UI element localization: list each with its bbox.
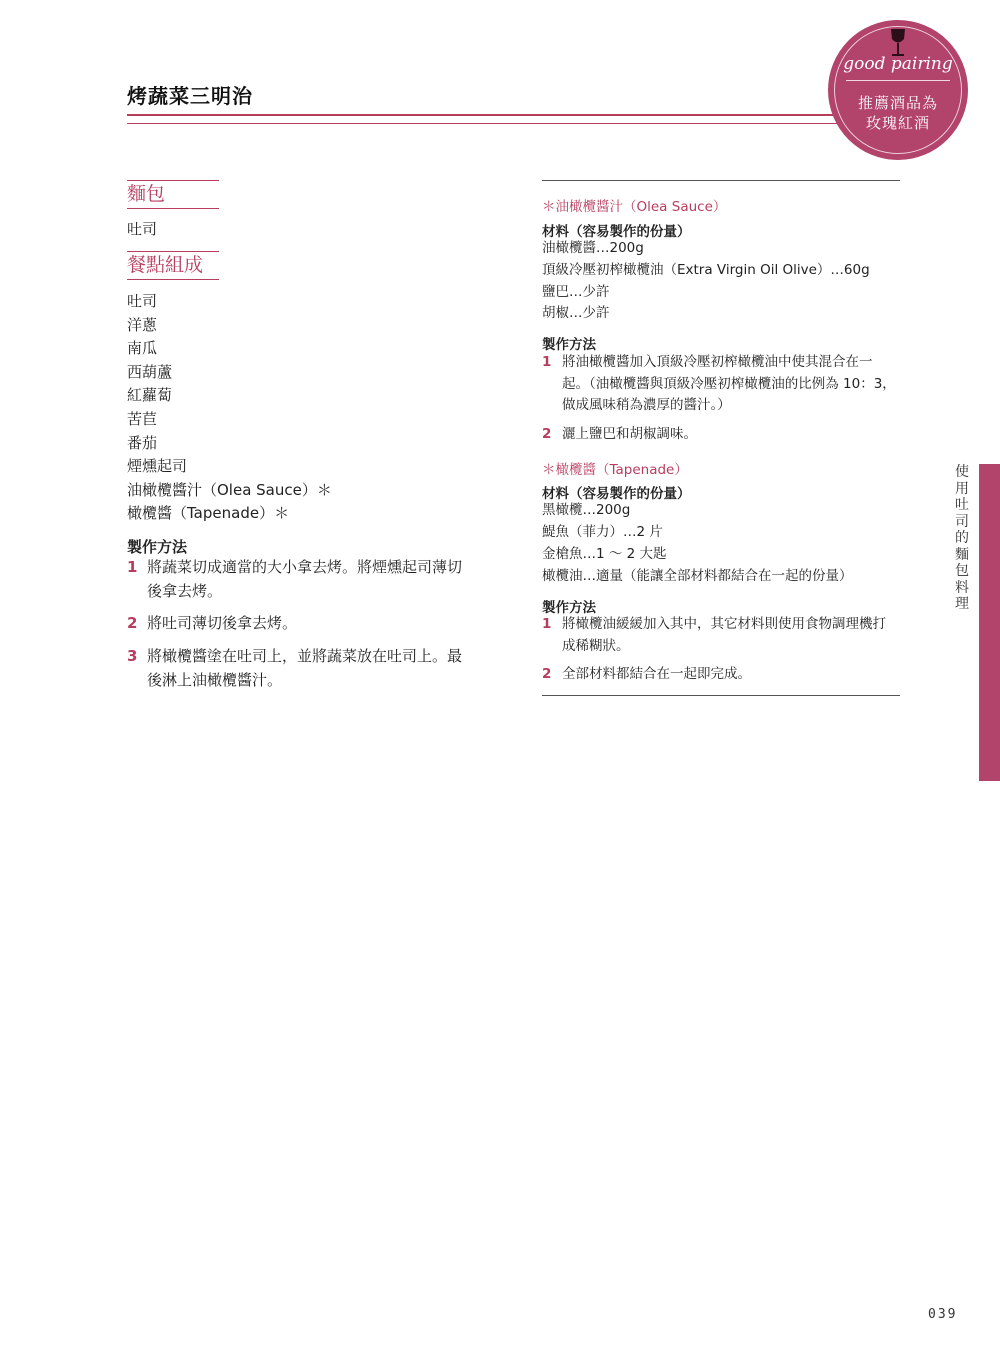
list-item: 洋蔥 — [127, 315, 158, 334]
olea-materials-label: 材料（容易製作的份量） — [542, 224, 691, 240]
list-item: 苦苣 — [127, 409, 158, 428]
olea-heading: ＊油橄欖醬汁（Olea Sauce） — [542, 199, 727, 215]
right-top-rule — [542, 180, 900, 181]
badge-divider — [846, 80, 950, 81]
step-number: 2 — [127, 614, 138, 632]
list-item: 油橄欖醬…200g — [542, 240, 644, 256]
wine-pairing-badge — [828, 20, 968, 160]
step-text: 將吐司薄切後拿去烤。 — [147, 614, 298, 632]
list-item: 煙燻起司 — [127, 457, 188, 476]
step-text: 做成風味稍為濃厚的醬汁。） — [562, 397, 731, 413]
step-number: 3 — [127, 647, 138, 665]
step-text: 後淋上油橄欖醬汁。 — [147, 670, 283, 689]
chapter-tab — [979, 464, 1000, 781]
list-item: 油橄欖醬汁（Olea Sauce）＊ — [127, 480, 332, 499]
badge-line-1: 推薦酒品為 — [857, 94, 938, 112]
method-heading: 製作方法 — [127, 538, 188, 556]
list-item: 紅蘿蔔 — [127, 386, 173, 405]
components-list — [127, 290, 332, 526]
step-text: 將蔬菜切成適當的大小拿去烤。將煙燻起司薄切 — [147, 558, 463, 576]
right-bottom-rule — [542, 695, 900, 696]
list-item: 南瓜 — [127, 339, 158, 358]
list-item: 胡椒…少許 — [542, 305, 610, 321]
step-text: 將油橄欖醬加入頂級冷壓初榨橄欖油中使其混合在一 — [562, 354, 873, 370]
list-item: 鯷魚（菲力）…2 片 — [542, 524, 663, 540]
step-number: 2 — [542, 666, 552, 682]
step-text: 將橄欖油緩緩加入其中，其它材料則使用食物調理機打 — [562, 616, 886, 632]
title-rule — [127, 114, 847, 116]
list-item: 鹽巴…少許 — [542, 284, 610, 300]
chapter-side-label: 使用吐司的麵包料理 — [955, 464, 969, 612]
tapenade-materials-label: 材料（容易製作的份量） — [542, 486, 691, 502]
bread-heading: 麵包 — [127, 180, 219, 209]
title-rule-thin — [127, 123, 847, 124]
page-title: 烤蔬菜三明治 — [127, 84, 253, 108]
step-number: 2 — [542, 426, 552, 442]
list-item: 吐司 — [127, 292, 158, 310]
step-text: 將橄欖醬塗在吐司上，並將蔬菜放在吐司上。最 — [147, 647, 463, 665]
step-number: 1 — [542, 354, 552, 370]
bread-item: 吐司 — [127, 220, 158, 238]
list-item: 金槍魚…1 ～ 2 大匙 — [542, 546, 667, 562]
list-item: 橄欖油…適量（能讓全部材料都結合在一起的份量） — [542, 568, 853, 584]
components-heading: 餐點組成 — [127, 251, 219, 280]
olea-method-label: 製作方法 — [542, 337, 596, 353]
step-text: 起。（油橄欖醬與頂級冷壓初榨橄欖油的比例為 10：3， — [562, 375, 896, 392]
list-item: 頂級冷壓初榨橄欖油（Extra Virgin Oil Olive）…60g — [542, 262, 870, 278]
list-item: 西葫蘆 — [127, 362, 173, 381]
step-text: 全部材料都結合在一起即完成。 — [562, 666, 751, 682]
step-text: 成稀糊狀。 — [562, 637, 630, 654]
tapenade-method-label: 製作方法 — [542, 600, 596, 616]
page-number: 039 — [928, 1307, 958, 1322]
list-item: 番茄 — [127, 433, 158, 452]
step-text: 灑上鹽巴和胡椒調味。 — [562, 426, 697, 442]
list-item: 黑橄欖…200g — [542, 502, 631, 518]
step-text: 後拿去烤。 — [147, 581, 223, 600]
badge-script: good pairing — [843, 54, 953, 74]
list-item: 橄欖醬（Tapenade）＊ — [127, 504, 290, 523]
tapenade-heading: ＊橄欖醬（Tapenade） — [542, 462, 688, 478]
step-number: 1 — [127, 558, 138, 576]
step-number: 1 — [542, 616, 552, 632]
badge-line-2: 玫瑰紅酒 — [865, 114, 930, 132]
